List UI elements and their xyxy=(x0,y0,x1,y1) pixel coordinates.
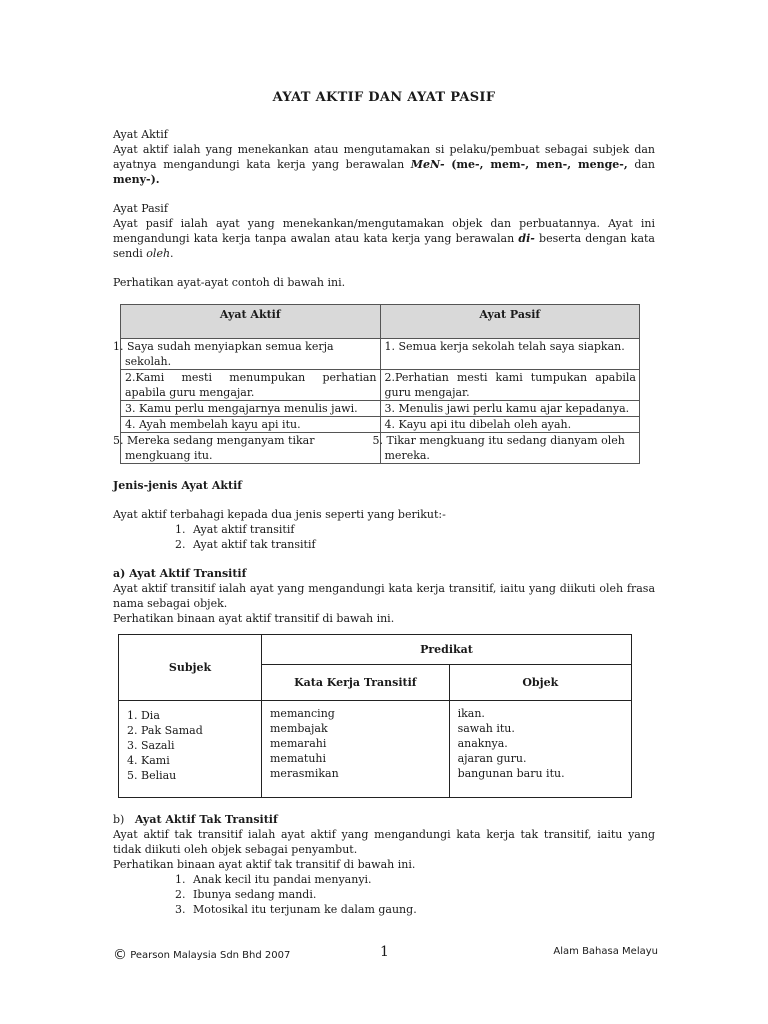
document-body xyxy=(113,90,655,917)
objek-cell xyxy=(449,701,631,798)
copyright-icon: © xyxy=(113,947,127,963)
list-text: Ayat aktif tak transitif xyxy=(193,538,316,551)
list-item: membajak xyxy=(270,722,328,735)
table-cell-aktif: 1. Saya sudah menyiapkan semua kerja sekolah. xyxy=(121,339,381,370)
list-number: 1. xyxy=(175,873,186,886)
table-header-objek: Objek xyxy=(449,665,631,701)
table-header-aktif: Ayat Aktif xyxy=(121,305,381,339)
table-header-pasif: Ayat Pasif xyxy=(380,305,640,339)
list-item: memarahi xyxy=(270,737,327,750)
list-item: 5. Beliau xyxy=(127,769,177,782)
aktif-and: dan xyxy=(627,158,656,171)
table-row xyxy=(121,433,640,464)
aktif-prefix-main: MeN- xyxy=(410,158,445,171)
list-item: merasmikan xyxy=(270,767,339,780)
tak-transitif-list xyxy=(113,872,655,917)
list-text: Anak kecil itu pandai menyanyi. xyxy=(193,873,372,886)
aktif-heading: Ayat Aktif xyxy=(113,128,168,141)
list-item xyxy=(175,522,655,537)
list-number: 2. xyxy=(175,538,186,551)
tak-transitif-heading xyxy=(113,812,655,827)
list-item: mematuhi xyxy=(270,752,327,765)
aktif-prefix-list: (me-, mem-, men-, menge-, xyxy=(451,158,628,171)
pasif-text-end: . xyxy=(170,247,174,260)
publisher-text: Pearson Malaysia Sdn Bhd 2007 xyxy=(130,950,291,961)
jenis-intro: Ayat aktif terbahagi kepada dua jenis seperti yang berikut:- xyxy=(113,508,446,521)
pasif-definition xyxy=(113,216,655,261)
list-item: bangunan baru itu. xyxy=(457,767,565,780)
table-header-predikat: Predikat xyxy=(262,635,632,665)
table-cell-pasif: 2.Perhatian mesti kami tumpukan apabila guru mengajar. xyxy=(380,370,640,401)
pasif-text: Ayat pasif ialah ayat yang menekankan/mengutamakan objek dan perbuatannya. Ayat ini mengandungi kata kerja tanpa awalan atau kata kerja yang berawalan xyxy=(113,217,655,245)
list-item: ikan. xyxy=(457,707,485,720)
aktif-text: Ayat aktif ialah yang menekankan atau mengutamakan si pelaku/pembuat sebagai subjek dan ayatnya mengandungi kata kerja yang berawalan xyxy=(113,143,655,171)
table-row xyxy=(121,417,640,433)
list-item xyxy=(175,902,655,917)
list-item: ajaran guru. xyxy=(457,752,527,765)
list-item: memancing xyxy=(270,707,335,720)
page-number: 1 xyxy=(380,944,389,960)
pasif-heading: Ayat Pasif xyxy=(113,202,168,215)
tak-transitif-definition: Ayat aktif tak transitif ialah ayat aktif yang mengandungi kata kerja tak transitif, iaitu yang tidak diikuti oleh objek sebagai penyambut. xyxy=(113,828,655,856)
list-item xyxy=(175,537,655,552)
jenis-heading: Jenis-jenis Ayat Aktif xyxy=(113,479,242,492)
table-cell-aktif: 2.Kami mesti menumpukan perhatian apabila guru mengajar. xyxy=(121,370,381,401)
list-number: 1. xyxy=(175,523,186,536)
list-item: 2. Pak Samad xyxy=(127,724,203,737)
page-title: AYAT AKTIF DAN AYAT PASIF xyxy=(272,90,496,105)
tak-transitif-title: Ayat Aktif Tak Transitif xyxy=(134,813,278,826)
transitif-intro: Perhatikan binaan ayat aktif transitif di bawah ini. xyxy=(113,612,395,625)
list-text: Motosikal itu terjunam ke dalam gaung. xyxy=(193,903,417,916)
pasif-oleh: oleh xyxy=(146,247,171,260)
table-row xyxy=(121,401,640,417)
list-number: 3. xyxy=(175,903,186,916)
section-marker: b) xyxy=(113,813,125,826)
table-row xyxy=(121,339,640,370)
list-item: sawah itu. xyxy=(457,722,515,735)
table-cell-pasif: 1. Semua kerja sekolah telah saya siapkan. xyxy=(380,339,640,370)
aktif-definition xyxy=(113,142,655,187)
transitif-heading: a) Ayat Aktif Transitif xyxy=(113,567,247,580)
list-item: anaknya. xyxy=(457,737,508,750)
table-cell-pasif: 4. Kayu api itu dibelah oleh ayah. xyxy=(380,417,640,433)
aktif-pasif-table xyxy=(113,304,640,464)
table-cell-aktif: 5. Mereka sedang menganyam tikar mengkuang itu. xyxy=(121,433,381,464)
list-text: Ibunya sedang mandi. xyxy=(193,888,317,901)
footer-publisher xyxy=(113,946,290,962)
tak-transitif-intro: Perhatikan binaan ayat aktif tak transitif di bawah ini. xyxy=(113,858,416,871)
table-cell-aktif: 3. Kamu perlu mengajarnya menulis jawi. xyxy=(121,401,381,417)
list-item: 3. Sazali xyxy=(127,739,175,752)
table-cell-pasif: 5. Tikar mengkuang itu sedang dianyam oleh mereka. xyxy=(380,433,640,464)
jenis-list xyxy=(113,522,655,552)
table-header-subjek: Subjek xyxy=(119,635,262,701)
examples-intro: Perhatikan ayat-ayat contoh di bawah ini. xyxy=(113,276,346,289)
transitif-table xyxy=(118,634,632,798)
transitif-definition: Ayat aktif transitif ialah ayat yang mengandungi kata kerja transitif, iaitu yang diikuti oleh frasa nama sebagai objek. xyxy=(113,582,655,610)
list-text: Ayat aktif transitif xyxy=(193,523,295,536)
list-number: 2. xyxy=(175,888,186,901)
table-cell-pasif: 3. Menulis jawi perlu kamu ajar kepadanya. xyxy=(380,401,640,417)
list-item: 1. Dia xyxy=(127,709,160,722)
aktif-prefix-last: meny-). xyxy=(113,173,160,186)
subjek-cell xyxy=(119,701,262,798)
page-footer xyxy=(113,944,658,962)
list-item: 4. Kami xyxy=(127,754,170,767)
pasif-prefix: di- xyxy=(518,232,535,245)
table-row xyxy=(121,370,640,401)
list-item xyxy=(175,887,655,902)
kata-kerja-cell xyxy=(262,701,450,798)
footer-book-title: Alam Bahasa Melayu xyxy=(553,946,658,957)
list-item xyxy=(175,872,655,887)
table-cell-aktif: 4. Ayah membelah kayu api itu. xyxy=(121,417,381,433)
table-header-kata-kerja: Kata Kerja Transitif xyxy=(262,665,450,701)
pasif-text-mid: beserta dengan kata sendi xyxy=(113,232,655,260)
